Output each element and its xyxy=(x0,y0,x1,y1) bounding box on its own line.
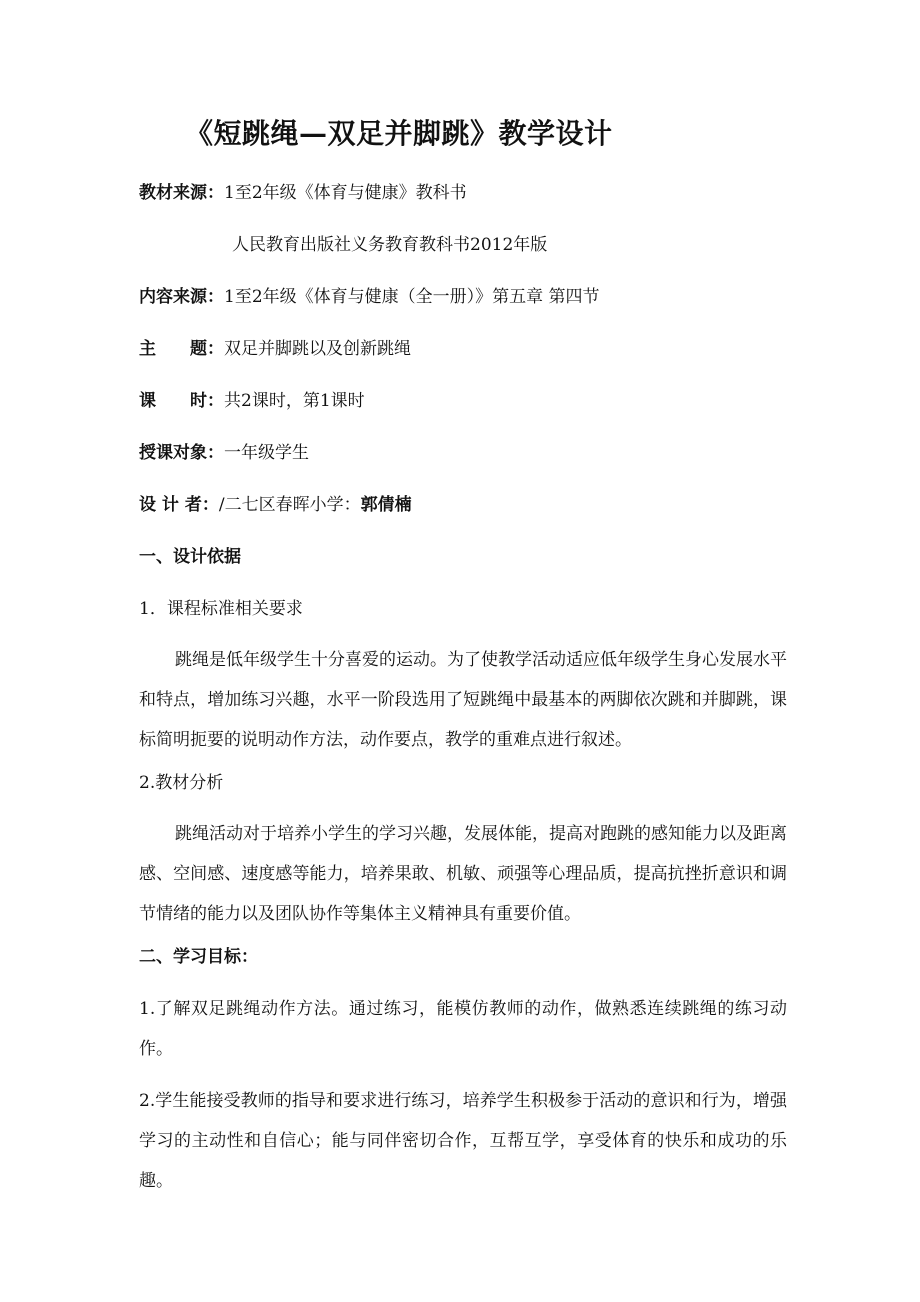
section1-heading-text: 一、设计依据 xyxy=(139,547,241,567)
audience-label: 授课对象： xyxy=(139,443,224,463)
document-title: 《短跳绳—双足并脚跳》教学设计 xyxy=(185,117,613,150)
content-source-label: 内容来源： xyxy=(139,287,224,307)
hours-value: 共2课时，第1课时 xyxy=(224,391,365,411)
audience-value: 一年级学生 xyxy=(224,443,309,463)
topic-line xyxy=(139,337,411,361)
content-source-line xyxy=(139,285,600,309)
section1-sub2-heading xyxy=(139,771,223,795)
hours-label: 课 时： xyxy=(139,391,224,411)
section1-sub1-paragraph: 跳绳是低年级学生十分喜爱的运动。为了使教学活动适应低年级学生身心发展水平和特点，增加练习兴趣，水平一阶段选用了短跳绳中最基本的两脚依次跳和并脚跳，课标简明扼要的说明动作方法，动作要点，教学的重难点进行叙述。 xyxy=(139,650,787,750)
designer-school: /二七区春晖小学： xyxy=(218,495,361,515)
section1-sub1-heading xyxy=(139,597,303,621)
audience-line xyxy=(139,441,309,465)
designer-name: 郭倩楠 xyxy=(360,495,412,515)
section1-sub2-paragraph: 跳绳活动对于培养小学生的学习兴趣，发展体能，提高对跑跳的感知能力以及距离感、空间感、速度感等能力，培养果敢、机敏、顽强等心理品质，提高抗挫折意识和调节情绪的能力以及团队协作等集体主义精神具有重要价值。 xyxy=(139,824,787,924)
section2-heading xyxy=(139,945,258,969)
section1-sub1-heading-text: 1．课程标准相关要求 xyxy=(139,599,303,619)
material-source-value-2: 人民教育出版社义务教育教科书2012年版 xyxy=(232,235,548,255)
topic-value: 双足并脚跳以及创新跳绳 xyxy=(224,339,411,359)
material-source-line xyxy=(139,181,467,205)
content-source-value: 1至2年级《体育与健康（全一册）》第五章 第四节 xyxy=(224,287,600,307)
section2-heading-text: 二、学习目标： xyxy=(139,947,258,967)
section1-heading xyxy=(139,545,241,569)
material-source-line-2 xyxy=(232,233,547,257)
goal-2-paragraph: 2.学生能接受教师的指导和要求进行练习，培养学生积极参于活动的意识和行为，增强学习的主动性和自信心；能与同伴密切合作，互帮互学，享受体育的快乐和成功的乐趣。 xyxy=(139,1091,787,1191)
designer-line xyxy=(139,493,412,517)
section1-sub2-heading-text: 2.教材分析 xyxy=(139,773,224,793)
goal-1-paragraph: 1.了解双足跳绳动作方法。通过练习，能模仿教师的动作，做熟悉连续跳绳的练习动作。 xyxy=(139,999,787,1059)
material-source-label: 教材来源： xyxy=(139,183,224,203)
material-source-value: 1至2年级《体育与健康》教科书 xyxy=(224,183,467,203)
hours-line xyxy=(139,389,365,413)
topic-label: 主 题： xyxy=(139,339,224,359)
designer-label: 设 计 者： xyxy=(139,495,219,515)
